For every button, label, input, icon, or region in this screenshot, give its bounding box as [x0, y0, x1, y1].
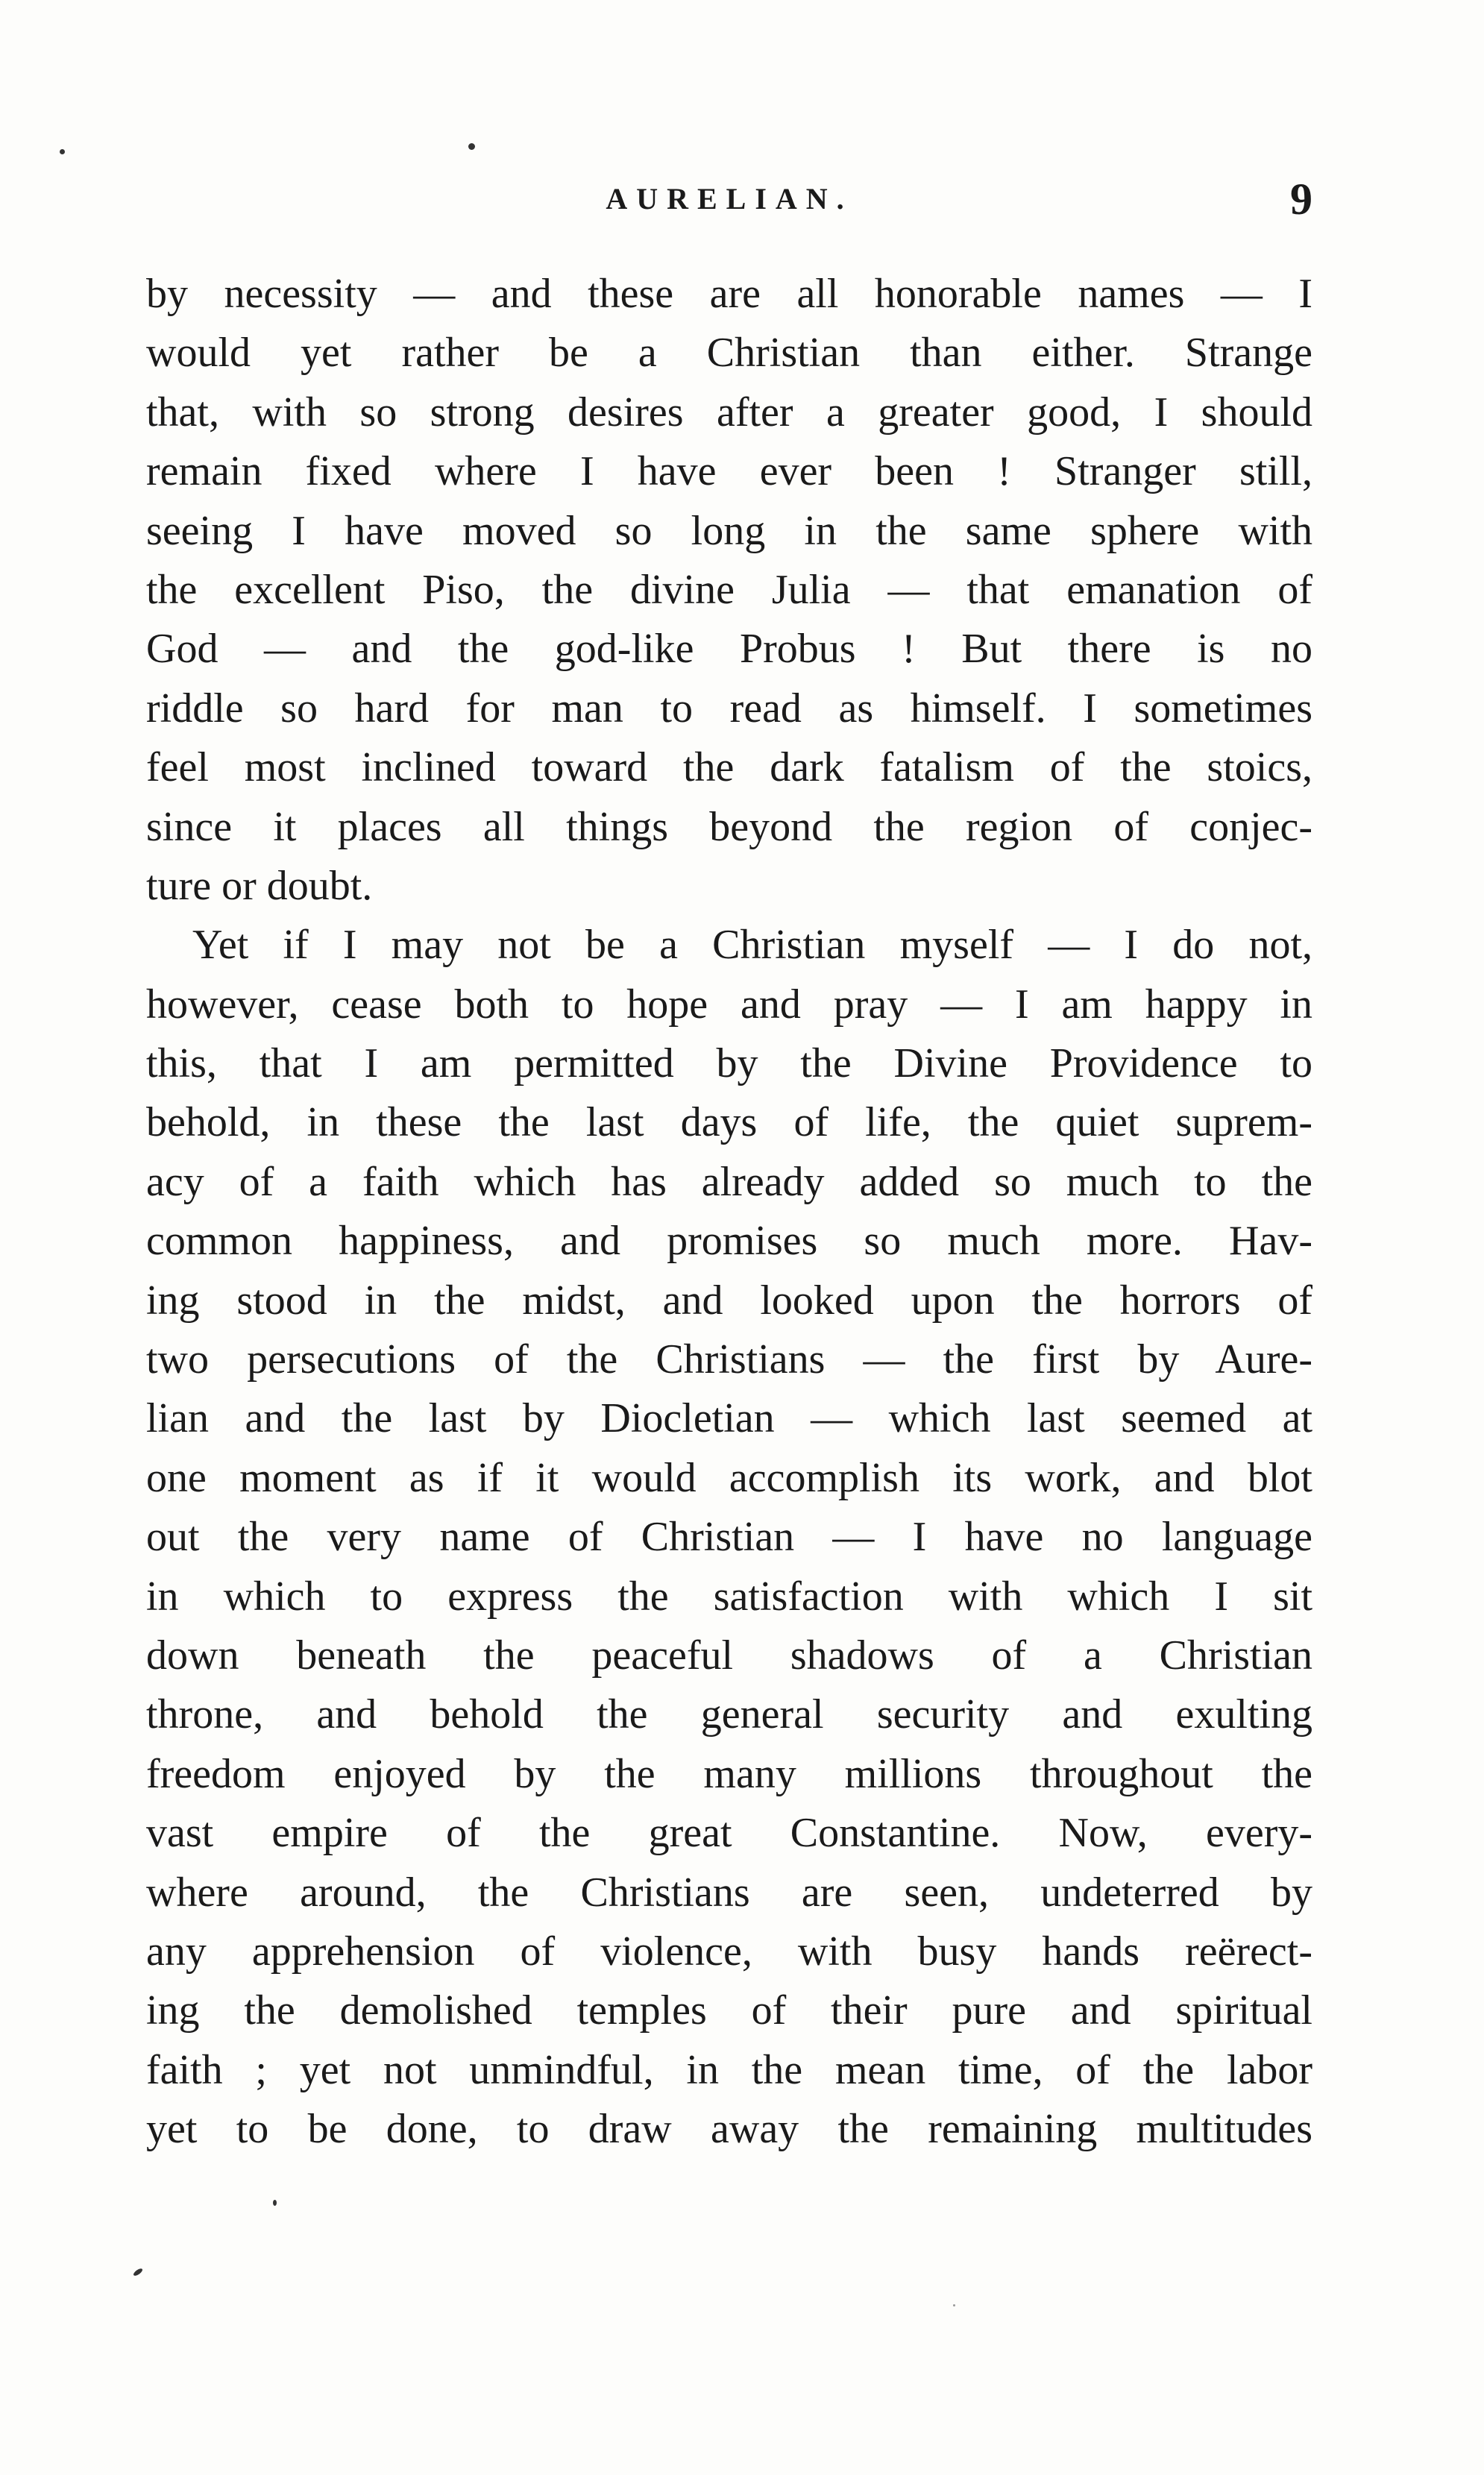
text-line: by necessity — and these are all honorable names — I	[146, 271, 1312, 317]
text-line: common happiness, and promises so much more. Hav-	[146, 1218, 1312, 1265]
text-line: that, with so strong desires after a greater good, I should	[146, 389, 1312, 435]
text-line: two persecutions of the Christians — the first by Aure-	[146, 1336, 1312, 1383]
text-line: behold, in these the last days of life, the quiet suprem-	[146, 1099, 1312, 1146]
text-line: one moment as if it would accomplish its work, and blot	[146, 1454, 1312, 1501]
scan-speck	[133, 2268, 144, 2277]
running-head: AURELIAN.	[606, 182, 853, 216]
text-line: any apprehension of violence, with busy hands reërect-	[146, 1928, 1312, 1975]
text-line: out the very name of Christian — I have no language	[146, 1514, 1312, 1561]
text-line: acy of a faith which has already added so much to the	[146, 1158, 1312, 1205]
scan-speck	[273, 2200, 277, 2206]
text-line: faith ; yet not unmindful, in the mean time, of the labor	[146, 2046, 1312, 2093]
text-line: this, that I am permitted by the Divine Providence to	[146, 1040, 1312, 1087]
text-line: the excellent Piso, the divine Julia — that emanation of	[146, 566, 1312, 613]
text-line: ture or doubt.	[146, 862, 373, 909]
text-line: feel most inclined toward the dark fatalism of the stoics,	[146, 744, 1312, 791]
text-line: down beneath the peaceful shadows of a Christian	[146, 1632, 1312, 1679]
page-number: 9	[1290, 174, 1312, 224]
text-line: God — and the god-like Probus ! But there is no	[146, 626, 1312, 673]
text-line: riddle so hard for man to read as himself. I sometimes	[146, 685, 1312, 732]
body-text	[146, 265, 1312, 2160]
text-line: ing the demolished temples of their pure and spiritual	[146, 1987, 1312, 2034]
page-header	[146, 173, 1312, 225]
scan-speck	[60, 149, 65, 154]
paragraph	[146, 916, 1312, 2159]
text-line: where around, the Christians are seen, undeterred by	[146, 1869, 1312, 1916]
text-line: would yet rather be a Christian than either. Strange	[146, 330, 1312, 377]
scan-speck	[953, 2304, 955, 2306]
text-line: in which to express the satisfaction with which I sit	[146, 1573, 1312, 1620]
scan-speck	[468, 143, 475, 150]
text-line: freedom enjoyed by the many millions throughout the	[146, 1750, 1312, 1797]
text-line: however, cease both to hope and pray — I am happy in	[146, 981, 1312, 1028]
text-line: yet to be done, to draw away the remaining multitudes	[146, 2106, 1312, 2153]
text-line: remain fixed where I have ever been ! Stranger still,	[146, 448, 1312, 495]
text-line: lian and the last by Diocletian — which last seemed at	[146, 1395, 1312, 1442]
text-line: ing stood in the midst, and looked upon the horrors of	[146, 1277, 1312, 1324]
text-line: Yet if I may not be a Christian myself — I do not,	[192, 922, 1312, 969]
text-line: throne, and behold the general security and exulting	[146, 1691, 1312, 1738]
paragraph	[146, 265, 1312, 916]
text-line: seeing I have moved so long in the same sphere with	[146, 507, 1312, 554]
text-line: vast empire of the great Constantine. Now, every-	[146, 1810, 1312, 1857]
text-line: since it places all things beyond the region of conjec-	[146, 803, 1312, 850]
